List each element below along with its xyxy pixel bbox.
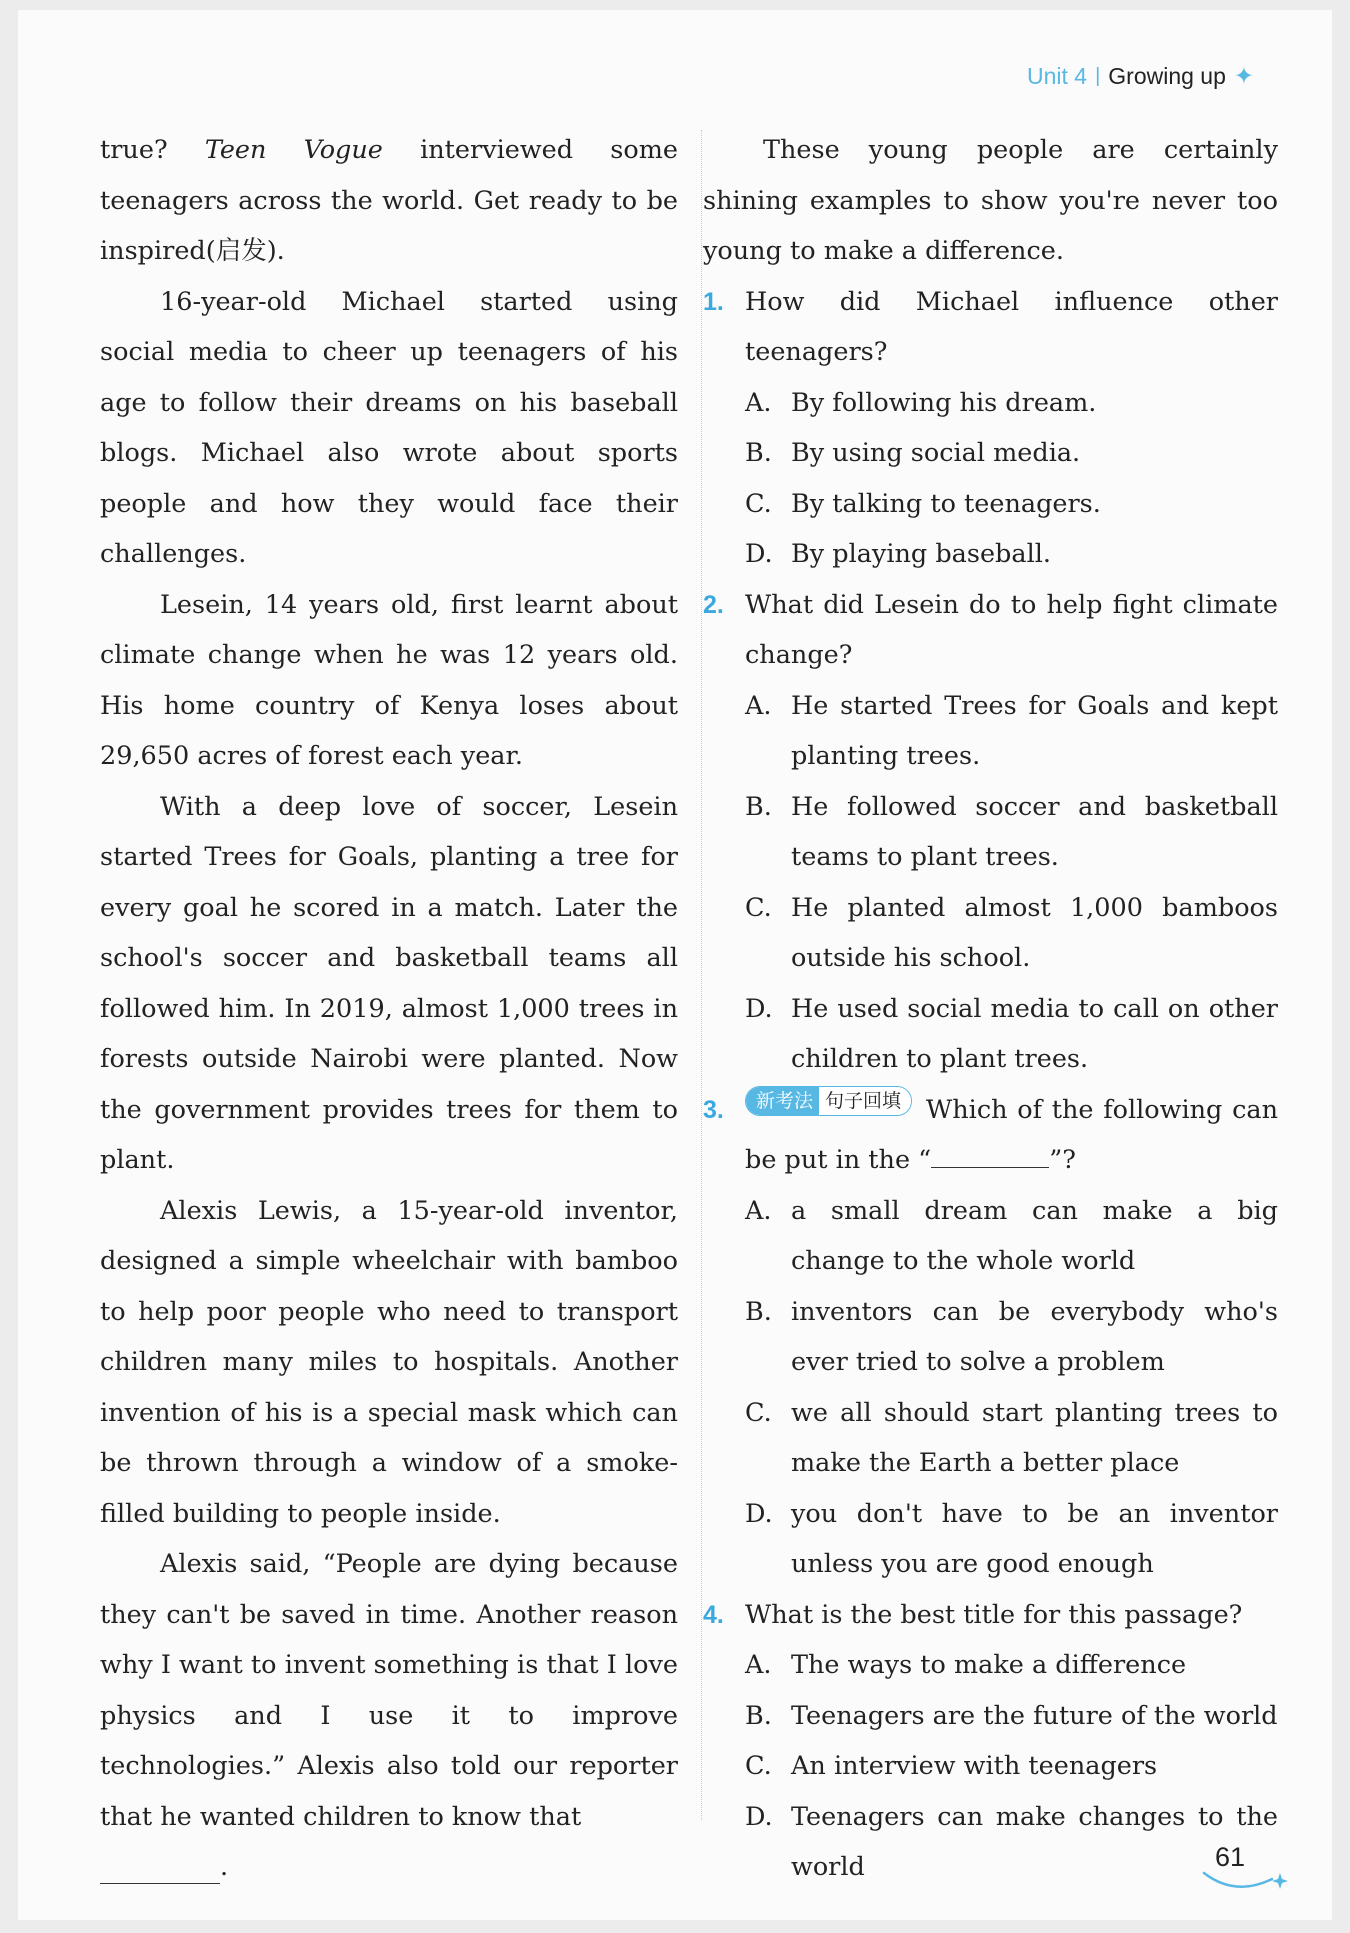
- question-number: 3.: [703, 1095, 724, 1124]
- answer-blank[interactable]: [100, 1853, 220, 1884]
- option-d[interactable]: [745, 984, 1278, 1085]
- option-letter: A.: [745, 1195, 772, 1226]
- option-c[interactable]: [745, 1741, 1278, 1792]
- sparkle-icon: ✦: [1233, 63, 1254, 90]
- option-text: He planted almost 1,000 bamboos outside his school.: [791, 892, 1278, 973]
- option-text: By following his dream.: [791, 387, 1097, 418]
- passage-paragraph-4: With a deep love of soccer, Lesein started Trees for Goals, planting a tree for every goal he scored in a match. Later the school's soccer and basketball teams all followed him. In 2019, almost 1,000 trees in forests outside Nairobi were planted. Now the government provides trees for them to plant.: [100, 791, 678, 1175]
- option-letter: B.: [745, 791, 772, 822]
- question-number: 1.: [703, 287, 724, 316]
- header-separator: |: [1095, 65, 1101, 87]
- questions-column: [703, 125, 1278, 1893]
- option-d[interactable]: [745, 529, 1278, 580]
- question-3: [703, 1085, 1278, 1590]
- option-c[interactable]: [745, 883, 1278, 984]
- option-a[interactable]: [745, 378, 1278, 429]
- column-divider: [701, 130, 702, 1820]
- passage-paragraph-1: true? Teen Vogue interviewed some teenagers across the world. Get ready to be inspired(启发).: [100, 135, 678, 266]
- option-letter: B.: [745, 1296, 772, 1327]
- blank-period: .: [220, 1852, 229, 1882]
- option-text: you don't have to be an inventor unless you are good enough: [791, 1498, 1278, 1579]
- question-text-end: ”?: [1049, 1145, 1076, 1175]
- question-number: 4.: [703, 1600, 724, 1629]
- question-1: [703, 277, 1278, 580]
- option-text: The ways to make a difference: [791, 1650, 1187, 1680]
- passage-blank-line: [100, 1842, 678, 1893]
- option-text: inventors can be everybody who's ever tried to solve a problem: [791, 1296, 1278, 1377]
- option-letter: A.: [745, 1650, 772, 1680]
- option-text: we all should start planting trees to make the Earth a better place: [791, 1397, 1278, 1478]
- new-exam-type-badge: [745, 1086, 912, 1116]
- option-letter: C.: [745, 1751, 772, 1781]
- option-letter: D.: [745, 539, 773, 569]
- option-letter: C.: [745, 488, 772, 519]
- unit-topic: Growing up: [1108, 63, 1226, 89]
- page-number: 61: [1215, 1842, 1246, 1872]
- option-letter: B.: [745, 1700, 772, 1731]
- option-text: He used social media to call on other children to plant trees.: [791, 993, 1278, 1074]
- option-a[interactable]: [745, 1186, 1278, 1287]
- passage-paragraph-6: Alexis said, “People are dying because they can't be saved in time. Another reason why I want to invent something is that I love physics and I use it to improve technologies.” Alexis also told our reporter that he wanted children to know that: [100, 1549, 678, 1832]
- option-letter: B.: [745, 438, 772, 468]
- option-letter: D.: [745, 1801, 773, 1832]
- option-letter: C.: [745, 892, 772, 923]
- badge-type: 句子回填: [819, 1087, 911, 1115]
- magazine-title: Teen Vogue: [204, 135, 383, 165]
- option-text: An interview with teenagers: [791, 1751, 1158, 1781]
- badge-label: 新考法: [746, 1087, 819, 1115]
- question-4: [703, 1590, 1278, 1893]
- passage-paragraph-7: These young people are certainly shining examples to show you're never too young to make a difference.: [703, 135, 1278, 266]
- option-text: Teenagers can make changes to the world: [791, 1801, 1278, 1882]
- option-letter: A.: [745, 387, 772, 418]
- question-text: How did Michael influence other teenagers?: [745, 286, 1278, 367]
- option-b[interactable]: [745, 1691, 1278, 1742]
- option-text: He started Trees for Goals and kept planting trees.: [791, 690, 1278, 771]
- question-text: Which of the following can be put in the “: [745, 1094, 1278, 1175]
- option-letter: D.: [745, 993, 773, 1024]
- passage-paragraph-2: 16-year-old Michael started using social media to cheer up teenagers of his age to follow their dreams on his baseball blogs. Michael also wrote about sports people and how they would face their challenges.: [100, 286, 678, 569]
- question-number: 2.: [703, 590, 724, 619]
- option-letter: C.: [745, 1397, 772, 1428]
- question-text: What is the best title for this passage?: [745, 1599, 1243, 1630]
- textbook-page: [18, 10, 1332, 1920]
- option-text: a small dream can make a big change to the whole world: [791, 1195, 1278, 1276]
- option-letter: D.: [745, 1498, 773, 1529]
- page-header: [1027, 62, 1254, 91]
- option-d[interactable]: [745, 1489, 1278, 1590]
- option-text: He followed soccer and basketball teams to plant trees.: [791, 791, 1278, 872]
- option-b[interactable]: [745, 782, 1278, 883]
- option-b[interactable]: [745, 1287, 1278, 1388]
- option-d[interactable]: [745, 1792, 1278, 1893]
- question-blank: [931, 1139, 1049, 1168]
- passage-paragraph-3: Lesein, 14 years old, first learnt about climate change when he was 12 years old. His home country of Kenya loses about 29,650 acres of forest each year.: [100, 589, 678, 771]
- option-c[interactable]: [745, 479, 1278, 530]
- page-number-swoosh-icon: [1200, 1865, 1290, 1895]
- option-c[interactable]: [745, 1388, 1278, 1489]
- option-b[interactable]: [745, 428, 1278, 479]
- question-text: What did Lesein do to help fight climate change?: [745, 589, 1278, 670]
- unit-label: Unit 4: [1026, 63, 1088, 89]
- question-2: [703, 580, 1278, 1085]
- passage-paragraph-5: Alexis Lewis, a 15-year-old inventor, designed a simple wheelchair with bamboo to help poor people who need to transport children many miles to hospitals. Another invention of his is a special mask which can be thrown through a window of a smoke-filled building to people inside.: [100, 1195, 678, 1529]
- option-a[interactable]: [745, 681, 1278, 782]
- option-text: By talking to teenagers.: [791, 488, 1101, 519]
- reading-passage: [100, 125, 678, 1893]
- option-text: By playing baseball.: [791, 539, 1051, 569]
- option-a[interactable]: [745, 1640, 1278, 1691]
- option-letter: A.: [745, 690, 772, 721]
- option-text: By using social media.: [791, 438, 1081, 468]
- option-text: Teenagers are the future of the world: [791, 1700, 1278, 1731]
